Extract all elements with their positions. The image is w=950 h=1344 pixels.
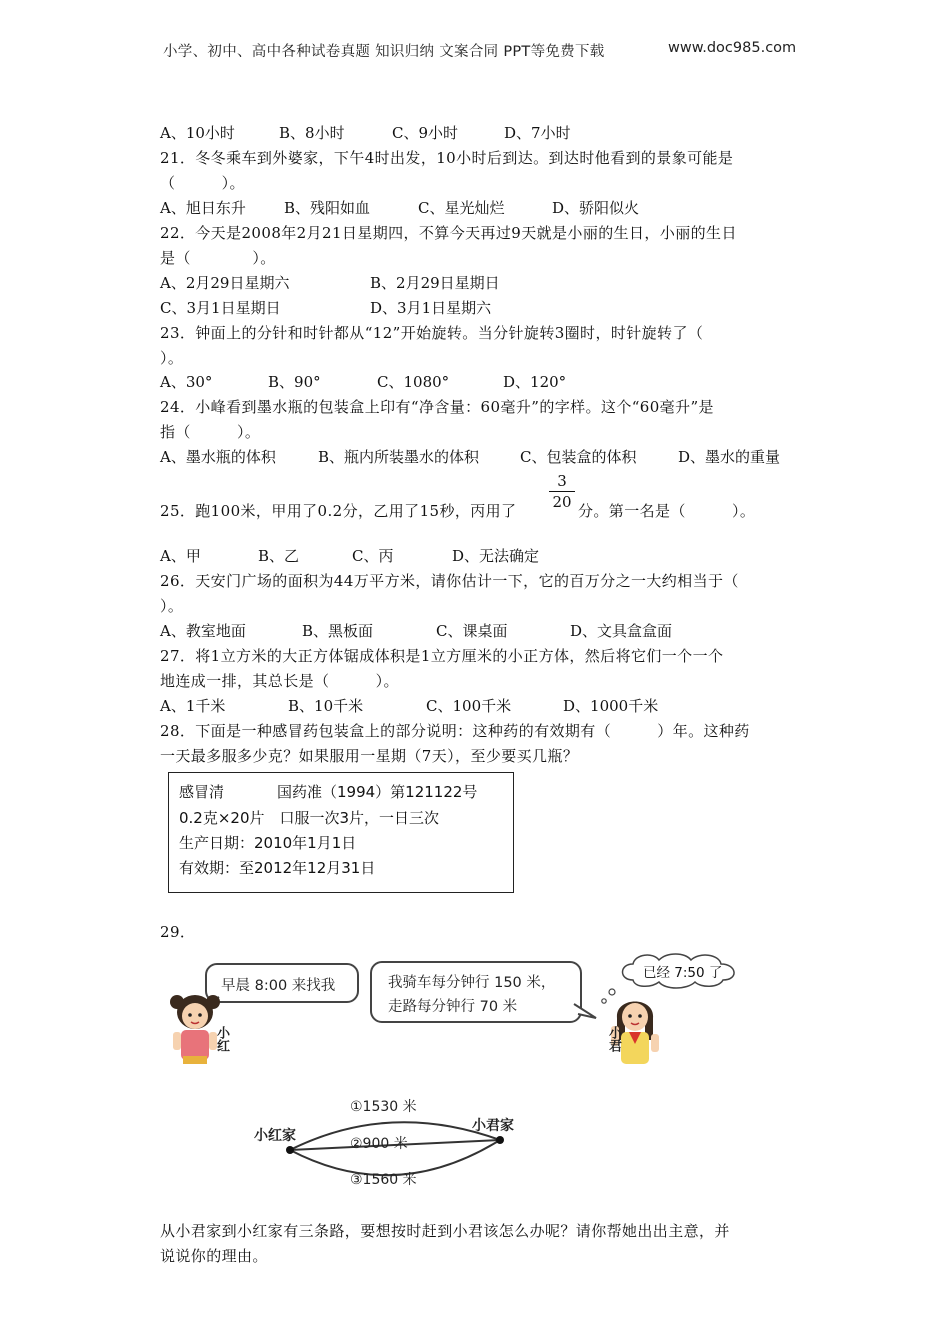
q24-option-b: B、瓶内所装墨水的体积 <box>318 448 480 466</box>
q26-option-a: A、教室地面 <box>160 622 246 640</box>
q21-option-c: C、星光灿烂 <box>418 199 505 217</box>
q28-text-cont: 一天最多服多少克？如果服用一星期（7天），至少要买几瓶？ <box>160 747 579 765</box>
q25-option-a: A、甲 <box>160 547 201 565</box>
fraction-numerator: 3 <box>557 472 567 490</box>
q21-option-a: A、旭日东升 <box>160 199 246 217</box>
q22-option-b: B、2月29日星期日 <box>370 274 500 292</box>
q21-option-d: D、骄阳似火 <box>552 199 640 217</box>
q22-text: 22．今天是2008年2月21日星期四，不算今天再过9天就是小丽的生日，小丽的生日 <box>160 224 737 242</box>
header-slogan: 小学、初中、高中各种试卷真题 知识归纳 文案合同 PPT等免费下载 <box>163 44 605 60</box>
q20-option-b: B、8小时 <box>279 124 345 142</box>
q25-text-after: 分。第一名是（ ）。 <box>578 502 756 520</box>
q21-text: 21．冬冬乘车到外婆家，下午4时出发，10小时后到达。到达时他看到的景象可能是 <box>160 149 734 167</box>
q25-option-c: C、丙 <box>352 547 394 565</box>
xiaohong-speech-text: 早晨 8:00 来找我 <box>221 978 336 994</box>
q26-option-d: D、文具盒盒面 <box>570 622 673 640</box>
q23-option-d: D、120° <box>503 373 567 391</box>
q23-text-cont: ）。 <box>160 349 184 367</box>
xiaojun-speech-bubble <box>370 961 582 1023</box>
q27-option-a: A、1千米 <box>160 697 226 715</box>
q20-option-d: D、7小时 <box>504 124 571 142</box>
q22-option-a: A、2月29日星期六 <box>160 274 290 292</box>
xiaohong-speech-bubble <box>205 963 359 1003</box>
fraction-denominator: 20 <box>552 493 572 511</box>
xiaohong-home-dot <box>286 1146 294 1154</box>
xiaojun-thought-cloud <box>615 950 745 990</box>
xiaohong-name-label: 小红 <box>214 1026 229 1052</box>
q24-option-c: C、包装盒的体积 <box>520 448 637 466</box>
q20-option-a: A、10小时 <box>160 124 235 142</box>
q26-text: 26．天安门广场的面积为44万平方米，请你估计一下，它的百万分之一大约相当于（ <box>160 572 739 590</box>
q22-option-c: C、3月1日星期日 <box>160 299 281 317</box>
xiaohong-home-label: 小红家 <box>254 1128 296 1144</box>
q23-text: 23．钟面上的分针和时针都从“12”开始旋转。当分针旋转3圈时，时针旋转了（ <box>160 324 704 342</box>
q24-option-d: D、墨水的重量 <box>678 448 781 466</box>
q29-question: 从小君家到小红家有三条路，要想按时赶到小君该怎么办呢？请你帮她出出主意，并 <box>160 1222 730 1240</box>
q20-option-c: C、9小时 <box>392 124 459 142</box>
xiaojun-speech-line2: 走路每分钟行 70 米 <box>388 999 518 1015</box>
q24-text-cont: 指（ ）。 <box>160 423 261 441</box>
q23-option-a: A、30° <box>160 373 213 391</box>
q21-text-cont: （ ）。 <box>160 174 245 192</box>
q26-text-cont: ）。 <box>160 597 184 615</box>
q27-option-c: C、100千米 <box>426 697 512 715</box>
route-2-label: ②900 米 <box>350 1136 408 1152</box>
q25-option-b: B、乙 <box>258 547 300 565</box>
q25-option-d: D、无法确定 <box>452 547 540 565</box>
q27-option-d: D、1000千米 <box>563 697 659 715</box>
fraction-bar <box>549 491 575 492</box>
xiaojun-thought-text: 已经 7:50 了 <box>643 965 723 981</box>
medicine-dosage: 0.2克×20片 口服一次3片，一日三次 <box>179 809 440 827</box>
q25-fraction <box>549 472 575 511</box>
q27-text: 27．将1立方米的大正方体锯成体积是1立方厘米的小正方体，然后将它们一个一个 <box>160 647 724 665</box>
medicine-expiry: 有效期：至2012年12月31日 <box>179 859 376 877</box>
xiaojun-home-label: 小君家 <box>472 1118 514 1134</box>
q23-option-b: B、90° <box>268 373 321 391</box>
q29-question-cont: 说说你的理由。 <box>160 1247 268 1265</box>
q24-text: 24．小峰看到墨水瓶的包装盒上印有“净含量：60毫升”的字样。这个“60毫升”是 <box>160 398 714 416</box>
q26-option-c: C、课桌面 <box>436 622 508 640</box>
xiaojun-home-dot <box>496 1136 504 1144</box>
medicine-production-date: 生产日期：2010年1月1日 <box>179 834 357 852</box>
header-website: www.doc985.com <box>668 40 797 56</box>
route-1-label: ①1530 米 <box>350 1099 417 1115</box>
q24-option-a: A、墨水瓶的体积 <box>160 448 276 466</box>
q27-option-b: B、10千米 <box>288 697 364 715</box>
q26-option-b: B、黑板面 <box>302 622 374 640</box>
medicine-name: 感冒清 <box>179 783 225 801</box>
medicine-approval: 国药准（1994）第121122号 <box>277 783 478 801</box>
q22-text-cont: 是（ ）。 <box>160 249 276 267</box>
q29-number: 29． <box>160 923 196 941</box>
q27-text-cont: 地连成一排，其总长是（ ）。 <box>160 672 399 690</box>
route-3-label: ③1560 米 <box>350 1172 417 1188</box>
medicine-label-box <box>168 772 514 893</box>
q23-option-c: C、1080° <box>377 373 450 391</box>
xiaojun-speech-line1: 我骑车每分钟行 150 米， <box>388 975 556 991</box>
q25-text-before: 25．跑100米，甲用了0.2分，乙用了15秒，丙用了 <box>160 502 517 520</box>
xiaojun-name-label: 小君 <box>606 1026 621 1052</box>
q22-option-d: D、3月1日星期六 <box>370 299 492 317</box>
q21-option-b: B、残阳如血 <box>284 199 371 217</box>
q28-text: 28．下面是一种感冒药包装盒上的部分说明：这种药的有效期有（ ）年。这种药 <box>160 722 750 740</box>
